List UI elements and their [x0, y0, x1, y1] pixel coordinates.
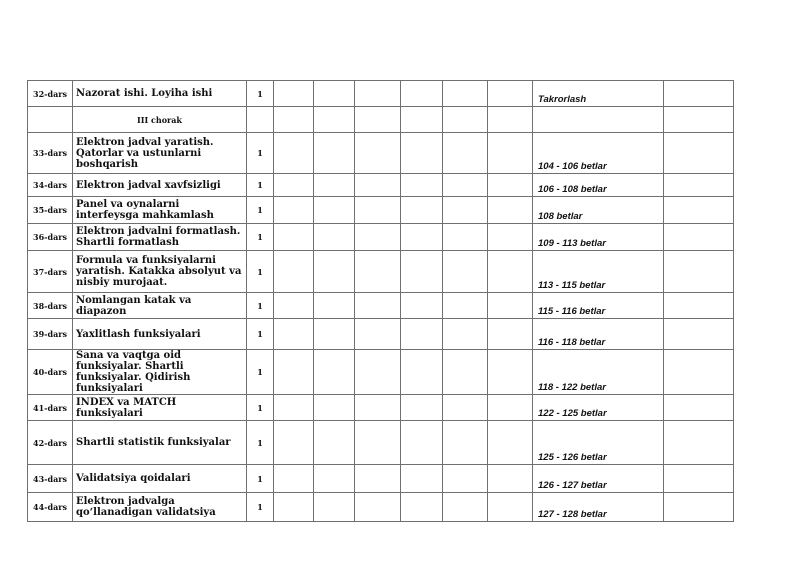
empty-cell — [401, 421, 443, 465]
empty-cell — [443, 421, 488, 465]
empty-cell — [355, 395, 401, 421]
empty-cell — [664, 251, 734, 293]
empty-cell — [664, 493, 734, 522]
empty-cell — [28, 107, 73, 133]
empty-cell — [664, 107, 734, 133]
empty-cell — [355, 224, 401, 251]
table-row — [28, 197, 734, 224]
empty-cell — [355, 465, 401, 493]
empty-cell — [401, 251, 443, 293]
lesson-topic: Nomlangan katak va diapazon — [73, 293, 247, 319]
lesson-number: 43-dars — [28, 465, 73, 493]
table-row — [28, 395, 734, 421]
lesson-hours: 1 — [247, 81, 274, 107]
lesson-number: 41-dars — [28, 395, 73, 421]
lesson-number: 36-dars — [28, 224, 73, 251]
lesson-hours: 1 — [247, 197, 274, 224]
empty-cell — [664, 81, 734, 107]
table-row — [28, 319, 734, 350]
empty-cell — [401, 293, 443, 319]
lesson-topic: Elektron jadval yaratish. Qatorlar va ustunlarni boshqarish — [73, 133, 247, 174]
empty-cell — [488, 421, 533, 465]
empty-cell — [401, 350, 443, 395]
empty-cell — [274, 293, 314, 319]
lesson-number: 40-dars — [28, 350, 73, 395]
lesson-number: 37-dars — [28, 251, 73, 293]
table-row — [28, 224, 734, 251]
table-row — [28, 174, 734, 197]
empty-cell — [314, 251, 355, 293]
empty-cell — [443, 493, 488, 522]
lesson-hours: 1 — [247, 251, 274, 293]
empty-cell — [488, 81, 533, 107]
empty-cell — [314, 107, 355, 133]
empty-cell — [488, 107, 533, 133]
empty-cell — [355, 350, 401, 395]
empty-cell — [443, 350, 488, 395]
empty-cell — [274, 319, 314, 350]
lesson-hours: 1 — [247, 174, 274, 197]
lesson-number: 34-dars — [28, 174, 73, 197]
empty-cell — [274, 395, 314, 421]
lesson-number: 38-dars — [28, 293, 73, 319]
empty-cell — [488, 465, 533, 493]
textbook-pages: 109 - 113 betlar — [533, 224, 664, 251]
empty-cell — [401, 224, 443, 251]
table-row — [28, 465, 734, 493]
empty-cell — [488, 174, 533, 197]
lesson-number: 39-dars — [28, 319, 73, 350]
empty-cell — [443, 107, 488, 133]
table-row — [28, 350, 734, 395]
textbook-pages: 118 - 122 betlar — [533, 350, 664, 395]
empty-cell — [488, 197, 533, 224]
empty-cell — [401, 81, 443, 107]
textbook-pages: 116 - 118 betlar — [533, 319, 664, 350]
empty-cell — [443, 293, 488, 319]
empty-cell — [443, 319, 488, 350]
empty-cell — [274, 174, 314, 197]
textbook-pages: 108 betlar — [533, 197, 664, 224]
empty-cell — [314, 493, 355, 522]
empty-cell — [355, 251, 401, 293]
empty-cell — [664, 224, 734, 251]
empty-cell — [443, 133, 488, 174]
lesson-topic: Elektron jadvalni formatlash. Shartli formatlash — [73, 224, 247, 251]
empty-cell — [488, 251, 533, 293]
lesson-topic: Yaxlitlash funksiyalari — [73, 319, 247, 350]
empty-cell — [401, 395, 443, 421]
quarter-label: III chorak — [73, 107, 247, 133]
empty-cell — [443, 197, 488, 224]
table-row — [28, 293, 734, 319]
lesson-topic: Elektron jadval xavfsizligi — [73, 174, 247, 197]
empty-cell — [314, 293, 355, 319]
empty-cell — [355, 493, 401, 522]
lesson-topic: Elektron jadvalga qo‘llanadigan validatsiya — [73, 493, 247, 522]
empty-cell — [488, 319, 533, 350]
empty-cell — [443, 174, 488, 197]
empty-cell — [355, 133, 401, 174]
empty-cell — [664, 133, 734, 174]
empty-cell — [443, 81, 488, 107]
textbook-pages: 115 - 116 betlar — [533, 293, 664, 319]
empty-cell — [664, 465, 734, 493]
empty-cell — [274, 465, 314, 493]
textbook-pages: 113 - 115 betlar — [533, 251, 664, 293]
lesson-hours: 1 — [247, 421, 274, 465]
lesson-topic: Shartli statistik funksiyalar — [73, 421, 247, 465]
lesson-hours: 1 — [247, 133, 274, 174]
lesson-hours: 1 — [247, 224, 274, 251]
empty-cell — [401, 493, 443, 522]
empty-cell — [401, 465, 443, 493]
lesson-topic: Nazorat ishi. Loyiha ishi — [73, 81, 247, 107]
empty-cell — [314, 224, 355, 251]
empty-cell — [314, 465, 355, 493]
table-row — [28, 493, 734, 522]
lesson-number: 35-dars — [28, 197, 73, 224]
lesson-hours: 1 — [247, 493, 274, 522]
empty-cell — [355, 293, 401, 319]
empty-cell — [401, 174, 443, 197]
table-row — [28, 421, 734, 465]
empty-cell — [274, 493, 314, 522]
empty-cell — [355, 421, 401, 465]
empty-cell — [664, 319, 734, 350]
empty-cell — [274, 421, 314, 465]
empty-cell — [488, 395, 533, 421]
lesson-number: 32-dars — [28, 81, 73, 107]
empty-cell — [247, 107, 274, 133]
empty-cell — [443, 465, 488, 493]
empty-cell — [355, 81, 401, 107]
empty-cell — [274, 81, 314, 107]
empty-cell — [488, 224, 533, 251]
empty-cell — [274, 107, 314, 133]
empty-cell — [488, 133, 533, 174]
empty-cell — [664, 197, 734, 224]
empty-cell — [274, 350, 314, 395]
textbook-pages: 122 - 125 betlar — [533, 395, 664, 421]
lesson-number: 44-dars — [28, 493, 73, 522]
empty-cell — [401, 319, 443, 350]
lesson-number: 42-dars — [28, 421, 73, 465]
lesson-plan-table — [27, 80, 734, 522]
empty-cell — [401, 107, 443, 133]
lesson-hours: 1 — [247, 319, 274, 350]
empty-cell — [488, 293, 533, 319]
lesson-topic: Sana va vaqtga oid funksiyalar. Shartli funksiyalar. Qidirish funksiyalari — [73, 350, 247, 395]
lesson-hours: 1 — [247, 293, 274, 319]
empty-cell — [314, 81, 355, 107]
empty-cell — [314, 133, 355, 174]
empty-cell — [355, 197, 401, 224]
empty-cell — [274, 224, 314, 251]
textbook-pages: 106 - 108 betlar — [533, 174, 664, 197]
empty-cell — [664, 395, 734, 421]
empty-cell — [488, 493, 533, 522]
textbook-pages: 104 - 106 betlar — [533, 133, 664, 174]
empty-cell — [355, 107, 401, 133]
empty-cell — [314, 197, 355, 224]
empty-cell — [355, 319, 401, 350]
empty-cell — [664, 421, 734, 465]
table-row — [28, 81, 734, 107]
empty-cell — [664, 174, 734, 197]
lesson-topic: INDEX va MATCH funksiyalari — [73, 395, 247, 421]
empty-cell — [401, 197, 443, 224]
empty-cell — [314, 174, 355, 197]
empty-cell — [274, 197, 314, 224]
table-row — [28, 133, 734, 174]
empty-cell — [314, 395, 355, 421]
lesson-hours: 1 — [247, 465, 274, 493]
table-row — [28, 251, 734, 293]
empty-cell — [314, 319, 355, 350]
empty-cell — [443, 224, 488, 251]
empty-cell — [401, 133, 443, 174]
textbook-pages: 127 - 128 betlar — [533, 493, 664, 522]
empty-cell — [274, 133, 314, 174]
empty-cell — [274, 251, 314, 293]
empty-cell — [355, 174, 401, 197]
quarter-header-row — [28, 107, 734, 133]
empty-cell — [664, 293, 734, 319]
empty-cell — [314, 350, 355, 395]
lesson-topic: Formula va funksiyalarni yaratish. Katakka absolyut va nisbiy murojaat. — [73, 251, 247, 293]
lesson-topic: Panel va oynalarni interfeysga mahkamlash — [73, 197, 247, 224]
empty-cell — [443, 251, 488, 293]
textbook-pages: 126 - 127 betlar — [533, 465, 664, 493]
empty-cell — [314, 421, 355, 465]
lesson-hours: 1 — [247, 395, 274, 421]
textbook-pages: Takrorlash — [533, 81, 664, 107]
textbook-pages: 125 - 126 betlar — [533, 421, 664, 465]
empty-cell — [664, 350, 734, 395]
lesson-topic: Validatsiya qoidalari — [73, 465, 247, 493]
lesson-hours: 1 — [247, 350, 274, 395]
empty-cell — [533, 107, 664, 133]
empty-cell — [488, 350, 533, 395]
lesson-number: 33-dars — [28, 133, 73, 174]
empty-cell — [443, 395, 488, 421]
